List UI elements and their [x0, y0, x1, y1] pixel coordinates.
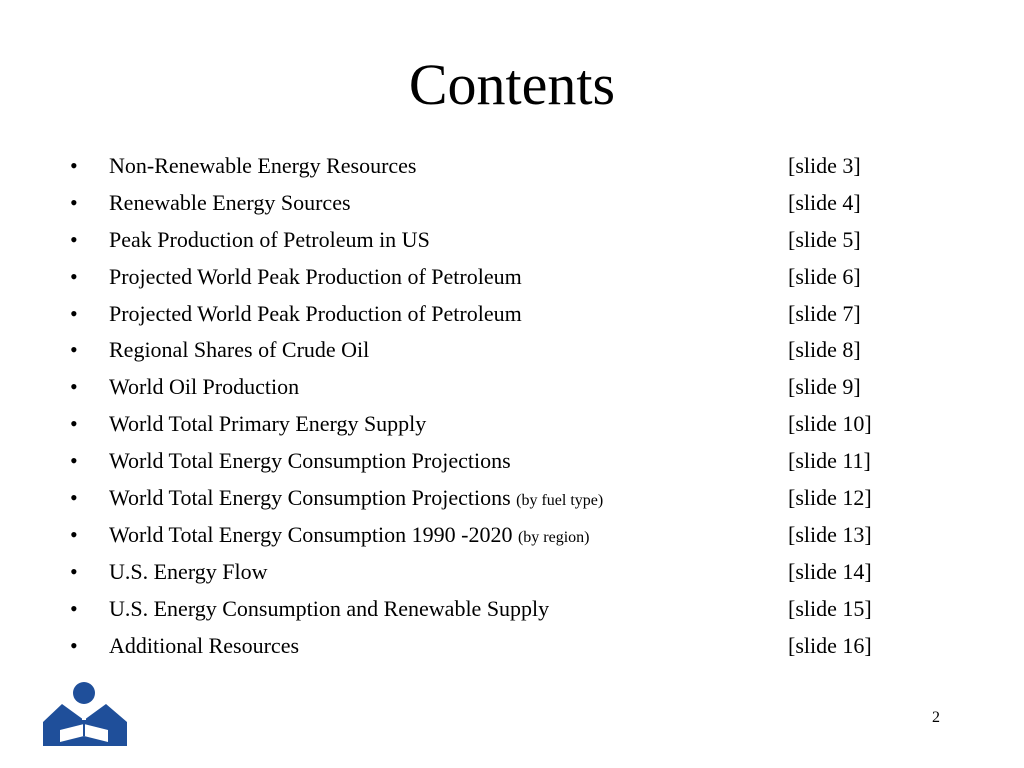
list-item[interactable]: [0, 443, 1024, 480]
item-note: (by fuel type): [516, 492, 604, 510]
slide-reference: [slide 4]: [788, 189, 861, 215]
bullet-icon: •: [70, 189, 78, 215]
contents-list: [0, 148, 1024, 664]
item-title: [109, 443, 511, 480]
list-item[interactable]: [0, 554, 1024, 591]
list-item[interactable]: [0, 148, 1024, 185]
bullet-icon: •: [70, 558, 78, 584]
item-title-text: Additional Resources: [109, 632, 300, 658]
slide-reference: [slide 3]: [788, 153, 861, 178]
item-title-text: World Total Energy Consumption Projections: [109, 485, 511, 511]
item-note: (by region): [517, 528, 590, 546]
item-title-text: World Total Energy Consumption Projections: [109, 448, 511, 474]
bullet-icon: •: [70, 595, 78, 621]
bullet-icon: •: [70, 521, 78, 547]
list-item[interactable]: [0, 259, 1024, 296]
bullet-icon: •: [70, 448, 78, 474]
item-title: [109, 628, 299, 665]
slide-reference: [slide 11]: [788, 448, 871, 474]
list-item[interactable]: [0, 185, 1024, 222]
item-title: [109, 591, 549, 628]
item-title-text: Projected World Peak Production of Petroleum: [109, 300, 522, 326]
slide-reference: [slide 15]: [788, 595, 872, 621]
item-title-text: U.S. Energy Consumption and Renewable Supply: [109, 595, 550, 621]
bullet-icon: •: [70, 632, 78, 658]
item-title-text: World Total Primary Energy Supply: [109, 411, 427, 437]
item-title: [109, 332, 369, 369]
page-number: 2: [932, 709, 940, 726]
item-title-text: World Total Energy Consumption 1990 -2020: [109, 521, 513, 547]
list-item[interactable]: [0, 296, 1024, 333]
slide-reference: [slide 16]: [788, 632, 872, 658]
bullet-icon: •: [70, 300, 78, 326]
item-title-text: U.S. Energy Flow: [109, 558, 268, 584]
slide-reference: [slide 8]: [788, 337, 861, 363]
slide-reference: [slide 7]: [788, 300, 861, 326]
bullet-icon: •: [70, 153, 78, 178]
slide-reference: [slide 9]: [788, 374, 861, 400]
slide-reference: [slide 5]: [788, 226, 861, 252]
item-title: [109, 480, 603, 520]
item-title: [109, 554, 268, 591]
item-title: [109, 148, 417, 185]
slide-title: Contents: [408, 52, 616, 117]
item-title-text: Renewable Energy Sources: [109, 189, 351, 215]
list-item[interactable]: [0, 369, 1024, 406]
slide-reference: [slide 12]: [788, 485, 872, 511]
item-title-text: Non-Renewable Energy Resources: [109, 153, 417, 178]
logo-graphic: [40, 682, 130, 748]
bullet-icon: •: [70, 226, 78, 252]
item-title: [109, 517, 590, 557]
bullet-icon: •: [70, 374, 78, 400]
item-title: [109, 222, 430, 259]
item-title-text: Projected World Peak Production of Petroleum: [109, 263, 522, 289]
slide-reference: [slide 14]: [788, 558, 872, 584]
item-title-text: Peak Production of Petroleum in US: [109, 226, 430, 252]
item-title: [109, 406, 426, 443]
item-title-text: World Oil Production: [109, 374, 300, 400]
bullet-icon: •: [70, 411, 78, 437]
list-item[interactable]: [0, 480, 1024, 517]
item-title: [109, 369, 299, 406]
list-item[interactable]: [0, 591, 1024, 628]
bullet-icon: •: [70, 485, 78, 511]
list-item[interactable]: [0, 332, 1024, 369]
slide-reference: [slide 6]: [788, 263, 861, 289]
slide-reference: [slide 10]: [788, 411, 872, 437]
bullet-icon: •: [70, 263, 78, 289]
list-item[interactable]: [0, 222, 1024, 259]
list-item[interactable]: [0, 628, 1024, 665]
logo-head: [73, 682, 95, 704]
item-title: [109, 259, 522, 296]
item-title: [109, 185, 351, 222]
list-item[interactable]: [0, 406, 1024, 443]
bullet-icon: •: [70, 337, 78, 363]
item-title-text: Regional Shares of Crude Oil: [109, 337, 370, 363]
slide-reference: [slide 13]: [788, 521, 872, 547]
list-item[interactable]: [0, 517, 1024, 554]
item-title: [109, 296, 522, 333]
agency-logo-icon: [40, 682, 130, 748]
